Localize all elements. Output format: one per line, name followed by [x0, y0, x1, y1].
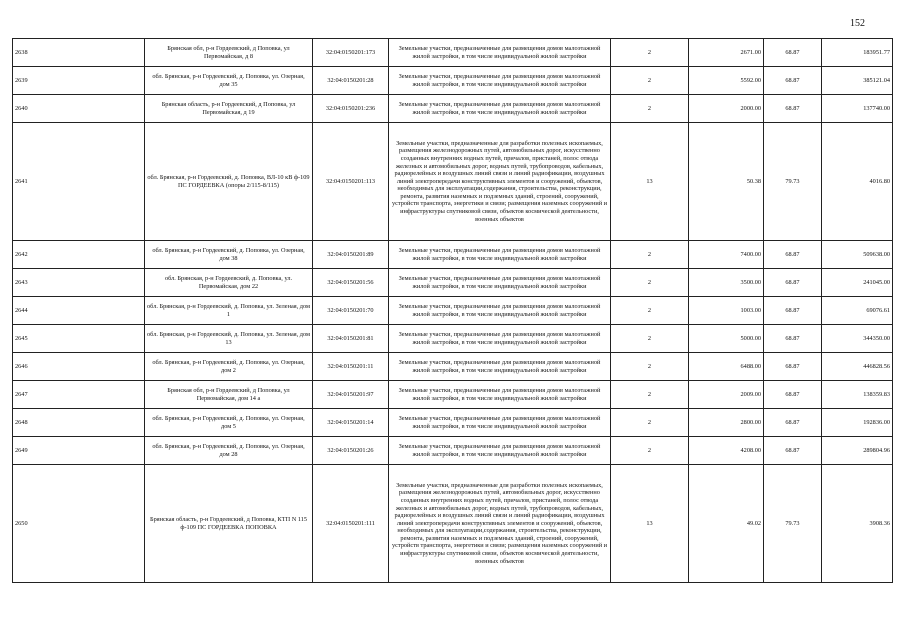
specific-value-cell: 68.87 — [764, 39, 822, 67]
land-use-cell: Земельные участки, предназначенные для размещения домов малоэтажной жилой застройки, в том числе индивидуальной жилой застройки — [389, 241, 611, 269]
table-row — [13, 39, 893, 67]
table-row — [13, 325, 893, 353]
group-code-cell: 2 — [611, 67, 689, 95]
cadastral-number-cell: 32:04:0150201:56 — [313, 269, 389, 297]
area-cell: 50.38 — [689, 123, 764, 241]
address-cell: обл. Брянская, р-н Гордеевский, д. Поповка, ул. Первомайская, дом 22 — [145, 269, 313, 297]
land-use-cell: Земельные участки, предназначенные для размещения домов малоэтажной жилой застройки, в том числе индивидуальной жилой застройки — [389, 353, 611, 381]
cadastral-number-cell: 32:04:0150201:26 — [313, 437, 389, 465]
land-use-cell: Земельные участки, предназначенные для размещения домов малоэтажной жилой застройки, в том числе индивидуальной жилой застройки — [389, 269, 611, 297]
group-code-cell: 13 — [611, 465, 689, 583]
group-code-cell: 2 — [611, 353, 689, 381]
cadastral-value-cell: 192836.00 — [822, 409, 893, 437]
group-code-cell: 2 — [611, 409, 689, 437]
cadastral-number-cell: 32:04:0150201:236 — [313, 95, 389, 123]
specific-value-cell: 68.87 — [764, 269, 822, 297]
land-use-cell: Земельные участки, предназначенные для разработки полезных ископаемых, размещения железнодорожных путей, автомобильных дорог, искусственно созданных внутренних водных путей, причалов, пристаней, полос отвода железных и автомобильных дорог, водных путей, трубопроводов, кабельных, радиорелейных и воздушных линий связи и линий радиофикации, воздушных линий электропередачи конструктивных элементов и сооружений, объектов, необходимых для эксплуатации,содержания, строительства, реконструкции, ремонта, развития наземных и подземных зданий, строений, сооружений, устройств транспорта, энергетики и связи; размещения наземных сооружений и инфраструктуры спутниковой связи, объектов космической деятельности, военных объектов — [389, 123, 611, 241]
page-number: 152 — [850, 18, 865, 29]
address-cell: обл. Брянская, р-н Гордеевский, д. Поповка, ул. Зеленая, дом 13 — [145, 325, 313, 353]
area-cell: 2671.00 — [689, 39, 764, 67]
cadastral-number-cell: 32:04:0150201:14 — [313, 409, 389, 437]
area-cell: 4208.00 — [689, 437, 764, 465]
area-cell: 2000.00 — [689, 95, 764, 123]
table-row — [13, 297, 893, 325]
group-code-cell: 2 — [611, 381, 689, 409]
land-use-cell: Земельные участки, предназначенные для размещения домов малоэтажной жилой застройки, в том числе индивидуальной жилой застройки — [389, 39, 611, 67]
area-cell: 2009.00 — [689, 381, 764, 409]
row-number-cell: 2643 — [13, 269, 145, 297]
area-cell: 1003.00 — [689, 297, 764, 325]
land-use-cell: Земельные участки, предназначенные для размещения домов малоэтажной жилой застройки, в том числе индивидуальной жилой застройки — [389, 67, 611, 95]
table-row — [13, 409, 893, 437]
row-number-cell: 2639 — [13, 67, 145, 95]
specific-value-cell: 68.87 — [764, 241, 822, 269]
group-code-cell: 2 — [611, 297, 689, 325]
land-use-cell: Земельные участки, предназначенные для размещения домов малоэтажной жилой застройки, в том числе индивидуальной жилой застройки — [389, 325, 611, 353]
address-cell: обл. Брянская, р-н Гордеевский, д. Поповка, ул. Озерная, дом 2 — [145, 353, 313, 381]
cadastral-number-cell: 32:04:0150201:28 — [313, 67, 389, 95]
area-cell: 6488.00 — [689, 353, 764, 381]
group-code-cell: 2 — [611, 325, 689, 353]
land-use-cell: Земельные участки, предназначенные для размещения домов малоэтажной жилой застройки, в том числе индивидуальной жилой застройки — [389, 409, 611, 437]
land-registry-table — [12, 38, 893, 583]
land-use-cell: Земельные участки, предназначенные для размещения домов малоэтажной жилой застройки, в том числе индивидуальной жилой застройки — [389, 381, 611, 409]
cadastral-value-cell: 137740.00 — [822, 95, 893, 123]
row-number-cell: 2646 — [13, 353, 145, 381]
row-number-cell: 2647 — [13, 381, 145, 409]
specific-value-cell: 79.73 — [764, 123, 822, 241]
specific-value-cell: 68.87 — [764, 437, 822, 465]
address-cell: Брянская область, р-н Гордеевский, д Поповка, КТП N 115 ф-109 ПС ГОРДЕЕВКА ПОПОВКА — [145, 465, 313, 583]
land-use-cell: Земельные участки, предназначенные для размещения домов малоэтажной жилой застройки, в том числе индивидуальной жилой застройки — [389, 95, 611, 123]
row-number-cell: 2642 — [13, 241, 145, 269]
address-cell: обл. Брянская, р-н Гордеевский, д. Поповка, ул. Озерная, дом 35 — [145, 67, 313, 95]
table-row — [13, 353, 893, 381]
table-row — [13, 269, 893, 297]
table-row — [13, 241, 893, 269]
specific-value-cell: 68.87 — [764, 297, 822, 325]
table-row — [13, 465, 893, 583]
land-use-cell: Земельные участки, предназначенные для размещения домов малоэтажной жилой застройки, в том числе индивидуальной жилой застройки — [389, 437, 611, 465]
row-number-cell: 2638 — [13, 39, 145, 67]
row-number-cell: 2644 — [13, 297, 145, 325]
group-code-cell: 2 — [611, 95, 689, 123]
cadastral-number-cell: 32:04:0150201:11 — [313, 353, 389, 381]
table-row — [13, 437, 893, 465]
address-cell: Брянская обл, р-н Гордеевский, д Поповка, ул Первомайская, дом 14 а — [145, 381, 313, 409]
specific-value-cell: 68.87 — [764, 381, 822, 409]
cadastral-value-cell: 138359.83 — [822, 381, 893, 409]
address-cell: обл. Брянская, р-н Гордеевский, д. Поповка, ул. Озерная, дом 28 — [145, 437, 313, 465]
address-cell: Брянская обл, р-н Гордеевский, д Поповка, ул Первомайская, д 8 — [145, 39, 313, 67]
address-cell: Брянская область, р-н Гордеевский, д Поповка, ул Первомайская, д 19 — [145, 95, 313, 123]
cadastral-number-cell: 32:04:0150201:70 — [313, 297, 389, 325]
specific-value-cell: 68.87 — [764, 353, 822, 381]
cadastral-value-cell: 344350.00 — [822, 325, 893, 353]
row-number-cell: 2649 — [13, 437, 145, 465]
specific-value-cell: 68.87 — [764, 95, 822, 123]
specific-value-cell: 79.73 — [764, 465, 822, 583]
cadastral-number-cell: 32:04:0150201:173 — [313, 39, 389, 67]
row-number-cell: 2641 — [13, 123, 145, 241]
specific-value-cell: 68.87 — [764, 67, 822, 95]
area-cell: 5000.00 — [689, 325, 764, 353]
group-code-cell: 2 — [611, 241, 689, 269]
cadastral-number-cell: 32:04:0150201:113 — [313, 123, 389, 241]
area-cell: 3500.00 — [689, 269, 764, 297]
row-number-cell: 2648 — [13, 409, 145, 437]
address-cell: обл. Брянская, р-н Гордеевский, д. Поповка, ул. Озерная, дом 38 — [145, 241, 313, 269]
address-cell: обл. Брянская, р-н Гордеевский, д. Поповка, ВЛ-10 кВ ф-109 ПС ГОРДЕЕВКА (опоры 2/115-8/115) — [145, 123, 313, 241]
area-cell: 5592.00 — [689, 67, 764, 95]
table-row — [13, 95, 893, 123]
cadastral-number-cell: 32:04:0150201:111 — [313, 465, 389, 583]
cadastral-value-cell: 183951.77 — [822, 39, 893, 67]
land-use-cell: Земельные участки, предназначенные для разработки полезных ископаемых, размещения железнодорожных путей, автомобильных дорог, искусственно созданных внутренних водных путей, причалов, пристаней, полос отвода железных и автомобильных дорог, водных путей, трубопроводов, кабельных, радиорелейных и воздушных линий связи и линий радиофикации, воздушных линий электропередачи конструктивных элементов и сооружений, объектов, необходимых для эксплуатации,содержания, строительства, реконструкции, ремонта, развития наземных и подземных зданий, строений, сооружений, устройств транспорта, энергетики и связи; размещения наземных сооружений и инфраструктуры спутниковой связи, объектов космической деятельности, военных объектов — [389, 465, 611, 583]
area-cell: 49.02 — [689, 465, 764, 583]
row-number-cell: 2640 — [13, 95, 145, 123]
row-number-cell: 2645 — [13, 325, 145, 353]
cadastral-value-cell: 3908.36 — [822, 465, 893, 583]
group-code-cell: 2 — [611, 269, 689, 297]
cadastral-number-cell: 32:04:0150201:89 — [313, 241, 389, 269]
cadastral-value-cell: 241045.00 — [822, 269, 893, 297]
table-row — [13, 381, 893, 409]
group-code-cell: 2 — [611, 39, 689, 67]
row-number-cell: 2650 — [13, 465, 145, 583]
cadastral-number-cell: 32:04:0150201:97 — [313, 381, 389, 409]
table-row — [13, 123, 893, 241]
cadastral-number-cell: 32:04:0150201:81 — [313, 325, 389, 353]
cadastral-value-cell: 385121.04 — [822, 67, 893, 95]
table-row — [13, 67, 893, 95]
group-code-cell: 2 — [611, 437, 689, 465]
cadastral-value-cell: 509638.00 — [822, 241, 893, 269]
specific-value-cell: 68.87 — [764, 409, 822, 437]
specific-value-cell: 68.87 — [764, 325, 822, 353]
cadastral-value-cell: 4016.80 — [822, 123, 893, 241]
cadastral-value-cell: 69076.61 — [822, 297, 893, 325]
cadastral-value-cell: 446828.56 — [822, 353, 893, 381]
cadastral-value-cell: 289804.96 — [822, 437, 893, 465]
address-cell: обл. Брянская, р-н Гордеевский, д. Поповка, ул. Озерная, дом 5 — [145, 409, 313, 437]
area-cell: 7400.00 — [689, 241, 764, 269]
group-code-cell: 13 — [611, 123, 689, 241]
address-cell: обл. Брянская, р-н Гордеевский, д. Поповка, ул. Зеленая, дом 1 — [145, 297, 313, 325]
land-use-cell: Земельные участки, предназначенные для размещения домов малоэтажной жилой застройки, в том числе индивидуальной жилой застройки — [389, 297, 611, 325]
area-cell: 2800.00 — [689, 409, 764, 437]
